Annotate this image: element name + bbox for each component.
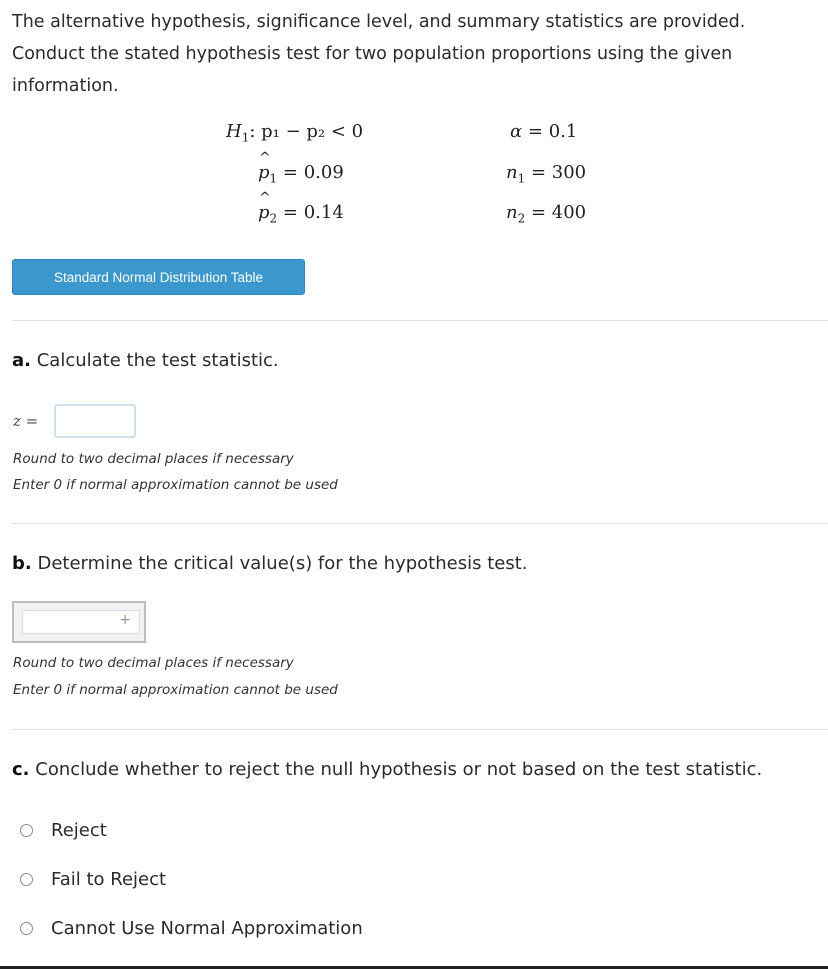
critical-value-group (12, 601, 146, 643)
divider (12, 523, 828, 524)
option-reject[interactable]: Reject (20, 820, 107, 841)
problem-statement: The alternative hypothesis, significance level, and summary statistics are provided. Conduct the stated hypothesis test for two population proportions using the given information. (12, 12, 746, 96)
radio-icon[interactable] (20, 824, 33, 837)
hint-zero-a: Enter 0 if normal approximation cannot be used (13, 477, 338, 493)
z-statistic-input[interactable] (54, 404, 136, 438)
critical-value-input[interactable] (22, 610, 140, 634)
hint-round-a: Round to two decimal places if necessary (13, 451, 294, 467)
phat2-value: ^ $p_2 = 0.14$ (258, 202, 344, 226)
option-fail-to-reject[interactable]: Fail to Reject (20, 869, 166, 890)
question-b: b. Determine the critical value(s) for the hypothesis test. (12, 553, 528, 574)
n1-value: $n_1 = 300$ (506, 162, 587, 186)
radio-icon[interactable] (20, 922, 33, 935)
divider (12, 729, 828, 730)
alt-hypothesis: $H_1$: p₁ − p₂ < 0 (226, 121, 364, 145)
phat1-value: ^ $p_1 = 0.09$ (258, 162, 344, 186)
question-c: c. Conclude whether to reject the null hypothesis or not based on the test statistic. (12, 759, 763, 780)
normal-table-button[interactable]: Standard Normal Distribution Table (12, 259, 305, 295)
radio-icon[interactable] (20, 873, 33, 886)
alpha-value: α = 0.1 (510, 121, 578, 142)
n2-value: $n_2 = 400$ (506, 202, 587, 226)
hint-round-b: Round to two decimal places if necessary (13, 655, 294, 671)
question-a: a. Calculate the test statistic. (12, 350, 279, 371)
hint-zero-b: Enter 0 if normal approximation cannot be used (13, 682, 338, 698)
z-label: z = (13, 412, 39, 430)
plus-icon[interactable]: + (119, 612, 131, 628)
option-cannot-use[interactable]: Cannot Use Normal Approximation (20, 918, 363, 939)
divider (12, 320, 828, 321)
